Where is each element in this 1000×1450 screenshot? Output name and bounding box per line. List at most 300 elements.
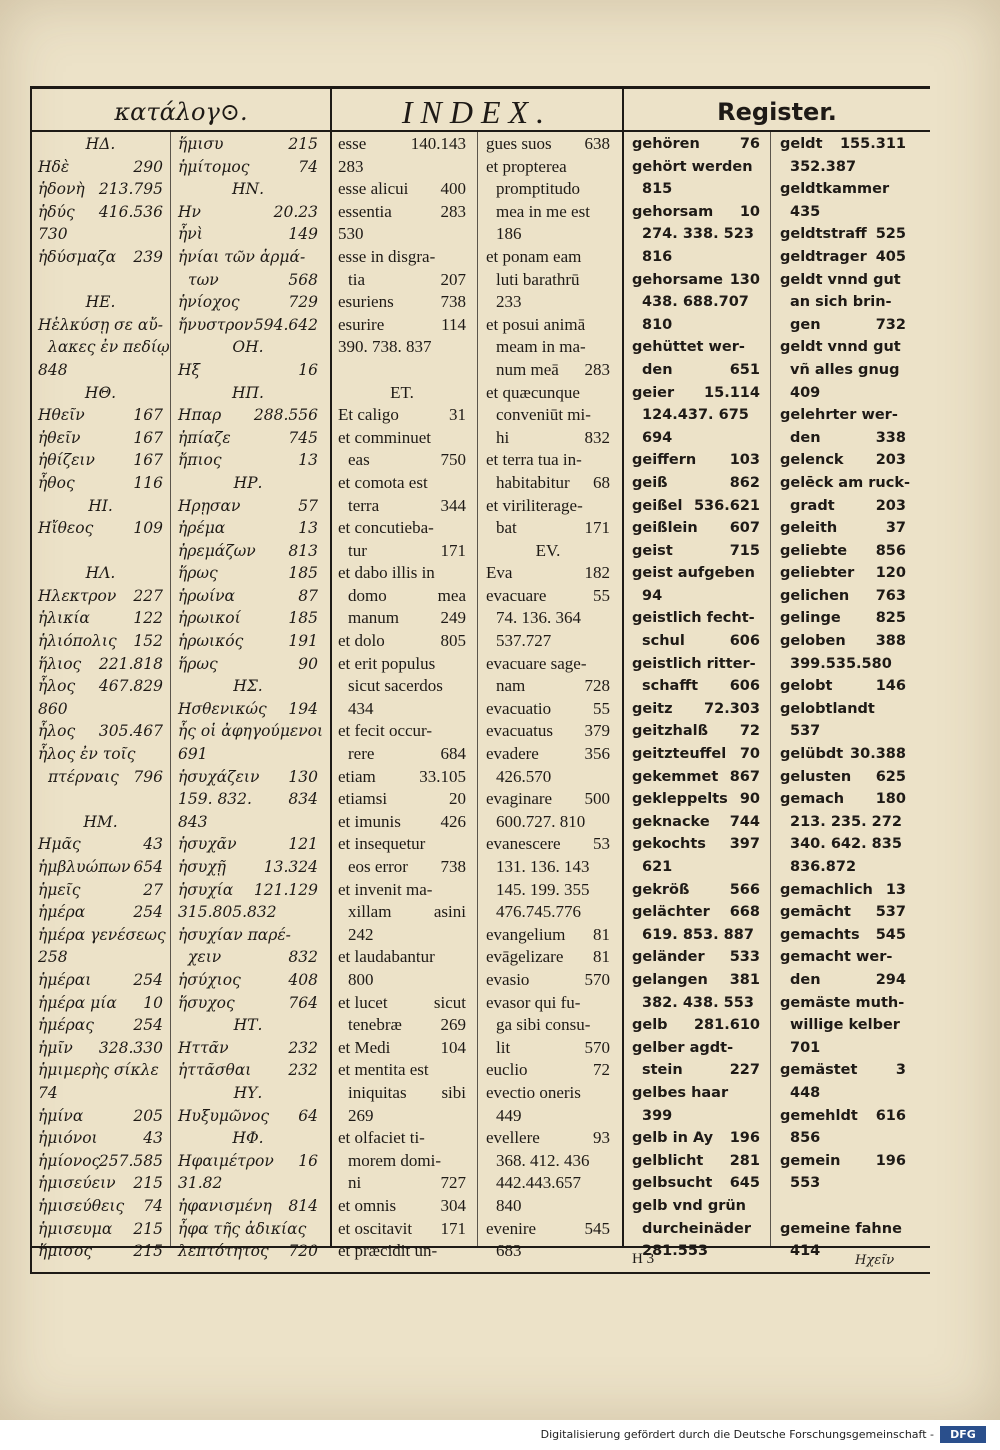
entry-page-ref: 90 [298, 654, 318, 673]
entry-page-ref: 570 [584, 1037, 610, 1057]
entry-term: ΗΦ. [232, 1129, 264, 1148]
entry-term: gekröß [632, 881, 690, 898]
entry-term: esse in disgra- [338, 246, 436, 266]
entry-term: rere [348, 744, 375, 764]
entry-page-ref: 109 [133, 519, 163, 538]
entry-term: evāgelizare [486, 947, 564, 967]
index-entry [338, 517, 466, 540]
entry-term: Ηξ [178, 360, 201, 379]
index-entry [338, 607, 466, 630]
index-entry [486, 1150, 610, 1173]
index-entry [632, 156, 760, 179]
entry-term: 691 [178, 745, 208, 764]
entry-term: 409 [790, 384, 821, 401]
index-entry [780, 404, 906, 427]
entry-term: 476.745.776 [496, 902, 581, 922]
entry-page-ref: 64 [298, 1106, 318, 1125]
entry-page-ref: 74 [143, 1196, 163, 1215]
entry-term: gemäste muth- [780, 994, 905, 1011]
index-entry [632, 1218, 760, 1241]
entry-term: gelübdt [780, 746, 844, 763]
entry-term: λεπτότητος [178, 1242, 269, 1261]
entry-page-ref: 269 [440, 1015, 466, 1035]
inner-divider-latin [477, 132, 478, 1246]
entry-page-ref: 232 [288, 1061, 318, 1080]
entry-page-ref: 281.610 [693, 1017, 760, 1034]
entry-term: λακες ἐν πεδίῳ [48, 338, 170, 357]
index-entry [780, 924, 906, 947]
entry-page-ref: 70 [739, 746, 760, 763]
entry-term: 816 [642, 248, 673, 265]
entry-term: etiam [338, 766, 376, 786]
entry-term: iniquitas [348, 1082, 407, 1102]
entry-term: gelenck [780, 452, 844, 469]
index-entry [178, 969, 318, 992]
entry-term: χειν [188, 948, 222, 967]
entry-page-ref: 120 [875, 565, 906, 582]
entry-term: et invenit ma- [338, 879, 433, 899]
index-entry [338, 472, 466, 495]
entry-page-ref: 728 [584, 676, 610, 696]
entry-term: ἡμίνα [38, 1106, 84, 1125]
entry-term: ἡλιόπολις [38, 632, 117, 651]
entry-page-ref: 566 [729, 881, 760, 898]
index-entry [486, 1059, 610, 1082]
entry-term: 145. 199. 355 [496, 879, 590, 899]
index-entry [780, 833, 906, 856]
index-entry [780, 133, 906, 156]
index-entry [178, 653, 318, 676]
entry-page-ref: 408 [288, 970, 318, 989]
index-entry [632, 1150, 760, 1173]
index-entry [38, 1127, 163, 1150]
entry-page-ref: 167 [133, 406, 163, 425]
index-entry [178, 946, 318, 969]
header-greek-catalog: κατάλογ⊙. [114, 98, 248, 126]
entry-term: ἡμέρα [38, 903, 86, 922]
index-entry [632, 404, 760, 427]
index-entry [38, 1059, 163, 1082]
entry-term: gehören [632, 136, 700, 152]
section-heading [486, 540, 610, 563]
index-entry [338, 449, 466, 472]
index-entry [338, 1150, 466, 1173]
entry-term: gelb vnd grün [632, 1197, 746, 1214]
entry-term: Ηἴθεος [38, 519, 94, 538]
entry-term: gemästet [780, 1062, 858, 1079]
entry-term: ἥσυχος [178, 993, 235, 1012]
entry-term: ἡττᾶσθαι [178, 1061, 252, 1080]
entry-term: ἡσύχιος [178, 970, 241, 989]
entry-page-ref: 832 [584, 427, 610, 447]
index-entry [632, 1082, 760, 1105]
entry-term: 448 [790, 1084, 821, 1101]
entry-term: ἠρέμα [178, 519, 226, 538]
entry-term: ἡσυχίαν παρέ- [178, 925, 291, 944]
entry-term: 426.570 [496, 766, 552, 786]
index-entry [486, 607, 610, 630]
entry-term: ΗΕ. [85, 293, 116, 312]
index-entry [632, 811, 760, 834]
index-entry [780, 336, 906, 359]
entry-term: gelber agdt- [632, 1039, 734, 1056]
index-entry [486, 246, 610, 269]
index-entry [338, 720, 466, 743]
index-entry [780, 201, 906, 224]
index-entry [38, 472, 163, 495]
entry-term: 399.535.580 [790, 655, 892, 672]
index-entry [780, 630, 906, 653]
index-entry [38, 223, 163, 246]
entry-page-ref: 171 [440, 540, 466, 560]
entry-term: geliebte [780, 542, 848, 559]
entry-term: 368. 412. 436 [496, 1150, 590, 1170]
index-entry [632, 246, 760, 269]
entry-term: geknacke [632, 813, 710, 830]
index-entry [178, 156, 318, 179]
index-entry [780, 653, 906, 676]
index-entry [338, 901, 466, 924]
entry-term: geiß [632, 474, 668, 491]
section-heading [178, 1014, 318, 1037]
entry-term: 836.872 [790, 859, 857, 875]
index-entry [486, 833, 610, 856]
index-entry [178, 359, 318, 382]
index-entry [486, 562, 610, 585]
entry-page-ref: 104 [440, 1037, 466, 1057]
index-entry [338, 833, 466, 856]
entry-term: stein [642, 1062, 683, 1079]
index-entry [632, 314, 760, 337]
index-entry [38, 585, 163, 608]
entry-page-ref: 405 [875, 248, 906, 265]
inner-divider-greek [170, 132, 171, 1246]
entry-term: et insequetur [338, 834, 426, 854]
index-entry [486, 811, 610, 834]
entry-term: ἡλικία [38, 609, 90, 628]
entry-term: 352.387 [790, 158, 857, 175]
left-frame-rule [30, 86, 32, 1274]
entry-term: ἡρωικοί [178, 609, 241, 628]
index-entry [178, 246, 318, 269]
entry-page-ref: 205 [133, 1106, 163, 1125]
entry-term: ἡδονὴ [38, 180, 85, 199]
index-entry [632, 901, 760, 924]
index-entry [178, 449, 318, 472]
entry-term: ἡμβλυώπων [38, 858, 131, 876]
index-entry [632, 607, 760, 630]
entry-term: esse [338, 134, 367, 153]
entry-term: essentia [338, 201, 392, 221]
entry-term: 94 [642, 587, 663, 604]
entry-term: gemachts [780, 926, 860, 943]
index-entry [338, 1037, 466, 1060]
entry-page-ref: 122 [133, 609, 163, 628]
index-entry [486, 133, 610, 156]
index-entry [338, 291, 466, 314]
index-entry [486, 924, 610, 947]
entry-page-ref: 215 [288, 135, 318, 153]
index-entry [178, 1218, 318, 1241]
entry-term: Et caligo [338, 405, 399, 425]
entry-term: ἥρως [178, 564, 218, 583]
index-entry [632, 924, 760, 947]
index-entry [38, 1172, 163, 1195]
index-entry [486, 1014, 610, 1037]
index-entry [178, 585, 318, 608]
entry-page-ref: 43 [143, 835, 163, 854]
entry-term: ἡμίτομος [178, 157, 250, 176]
index-entry [632, 946, 760, 969]
entry-page-ref: mea [437, 585, 466, 605]
index-entry [38, 946, 163, 969]
entry-page-ref: 196 [729, 1130, 760, 1147]
entry-page-ref: 72 [593, 1060, 610, 1080]
entry-term: ἡμέρας [38, 1016, 94, 1035]
entry-term: Ησθενικώς [178, 699, 267, 718]
entry-page-ref: 146 [875, 678, 906, 695]
entry-term: ἡμεῖς [38, 880, 81, 899]
entry-page-ref: 727 [440, 1173, 466, 1193]
section-heading [178, 336, 318, 359]
entry-term: ἥμισος [38, 1242, 93, 1261]
entry-page-ref: 74 [298, 157, 318, 176]
index-entry [780, 291, 906, 314]
entry-page-ref: 825 [875, 610, 906, 627]
entry-page-ref: 654 [133, 858, 163, 876]
digitization-note: Digitalisierung gefördert durch die Deutsche Forschungsgemeinschaft - [540, 1428, 934, 1441]
page-signature: H 3 [632, 1251, 655, 1267]
greek-column-1 [38, 133, 170, 1263]
index-entry [632, 201, 760, 224]
index-entry [38, 992, 163, 1015]
index-entry [338, 698, 466, 721]
entry-term: 74 [38, 1083, 58, 1102]
entry-page-ref: 813 [288, 541, 318, 560]
index-entry [780, 720, 906, 743]
entry-term: etiamsi [338, 789, 388, 809]
entry-term: evacuare [486, 585, 547, 605]
entry-term: ἡμισευμα [38, 1219, 113, 1238]
entry-term: gekleppelts [632, 791, 728, 808]
index-entry [780, 246, 906, 269]
entry-term: evasio [486, 969, 530, 989]
index-entry [38, 314, 163, 337]
entry-term: ἠπίαζε [178, 428, 231, 447]
entry-term: ga sibi consu- [496, 1015, 591, 1035]
entry-page-ref: 545 [875, 926, 906, 943]
entry-page-ref: 31 [449, 405, 466, 425]
entry-term: morem domi- [348, 1150, 442, 1170]
index-entry [632, 223, 760, 246]
index-entry [486, 1218, 610, 1241]
entry-term: et omnis [338, 1195, 397, 1215]
entry-term: sicut sacerdos [348, 676, 443, 696]
index-entry [178, 720, 324, 743]
entry-term: ἡμέρα γενέσεως [38, 925, 166, 944]
entry-page-ref: 55 [593, 585, 610, 605]
entry-term: evacuatus [486, 721, 554, 741]
index-entry [38, 359, 163, 382]
entry-term: gelächter [632, 904, 710, 921]
entry-term: gemein [780, 1152, 841, 1169]
index-entry [486, 585, 610, 608]
index-entry [38, 743, 163, 766]
index-entry [486, 291, 610, 314]
entry-term: gradt [790, 497, 835, 514]
entry-term: 124.437. 675 [642, 407, 749, 424]
index-entry [780, 946, 906, 969]
index-entry [178, 992, 318, 1015]
index-entry [338, 1105, 466, 1128]
index-entry [338, 562, 466, 585]
index-entry [38, 1218, 163, 1241]
entry-page-ref: 76 [739, 136, 760, 152]
index-entry [338, 1059, 466, 1082]
entry-page-ref: 744 [729, 813, 760, 830]
header-index: INDEX. [401, 94, 553, 130]
entry-page-ref: 13.324 [263, 858, 318, 876]
entry-term: 856 [790, 1130, 821, 1147]
entry-term: geitzhalß [632, 723, 709, 740]
inner-divider-german [770, 132, 771, 1246]
entry-term: ἡρωικός [178, 632, 244, 651]
entry-page-ref: 13 [298, 519, 318, 538]
entry-term: terra [348, 495, 380, 515]
entry-term: ἤπιος [178, 451, 222, 470]
index-entry [780, 156, 906, 179]
entry-page-ref: 356 [584, 744, 610, 764]
entry-page-ref: 856 [875, 542, 906, 559]
entry-term: ἡδύσμαζα [38, 247, 117, 266]
entry-term: ΗΠ. [232, 383, 264, 402]
entry-page-ref: 379 [584, 721, 610, 741]
entry-term: ἡσυχία [178, 880, 234, 899]
entry-term: gues suos [486, 134, 552, 153]
index-entry [486, 675, 610, 698]
entry-term: EV. [535, 540, 561, 560]
entry-term: gelblicht [632, 1152, 704, 1169]
entry-page-ref: 715 [729, 542, 760, 559]
entry-term: et dolo [338, 631, 385, 651]
index-entry [780, 562, 906, 585]
entry-term: gelb [632, 1017, 668, 1034]
entry-page-ref: 55 [593, 698, 610, 718]
index-entry [486, 382, 610, 405]
index-entry [38, 879, 163, 902]
index-entry [38, 630, 163, 653]
index-entry [178, 833, 318, 856]
index-entry [632, 743, 760, 766]
index-entry [486, 1172, 610, 1195]
entry-page-ref: 130 [729, 271, 760, 288]
entry-term: evacuatio [486, 698, 552, 718]
index-entry [780, 607, 906, 630]
index-entry [486, 269, 610, 292]
entry-term: et viriliterage- [486, 495, 583, 515]
index-entry [38, 766, 163, 789]
index-entry [38, 1240, 163, 1263]
index-entry [632, 856, 760, 879]
index-entry [632, 540, 760, 563]
entry-term: ΗΝ. [231, 180, 264, 199]
index-entry [38, 156, 163, 179]
index-entry [780, 495, 906, 518]
entry-term: geitz [632, 700, 673, 717]
entry-page-ref: 196 [875, 1152, 906, 1169]
entry-term: et Medi [338, 1037, 391, 1057]
entry-term: ni [348, 1173, 362, 1193]
entry-page-ref: 167 [133, 428, 163, 447]
index-entry [780, 1150, 906, 1173]
entry-term: 530 [338, 224, 364, 244]
index-entry [38, 607, 163, 630]
entry-term: ἡρωίνα [178, 586, 236, 605]
index-entry [178, 1059, 318, 1082]
entry-term: ΗΛ. [85, 564, 116, 583]
entry-term: evanescere [486, 834, 561, 854]
index-entry [38, 1014, 163, 1037]
entry-page-ref: 426 [440, 811, 466, 831]
entry-term: ΗΡ. [233, 473, 263, 492]
entry-page-ref: 638 [584, 134, 610, 153]
entry-page-ref: 215 [133, 1242, 163, 1261]
section-heading [338, 382, 466, 405]
entry-term: tenebræ [348, 1015, 402, 1035]
index-entry [178, 133, 318, 156]
index-entry [338, 585, 466, 608]
entry-term: 434 [348, 698, 374, 718]
entry-page-ref: 537 [875, 904, 906, 921]
index-entry [780, 788, 906, 811]
entry-term: geliebter [780, 565, 855, 582]
entry-term: ΗΜ. [83, 812, 118, 831]
entry-term: ΗΣ. [233, 677, 263, 696]
entry-term: evectio oneris [486, 1082, 581, 1102]
entry-page-ref: 203 [875, 452, 906, 469]
entry-term: ἡσυχῇ [178, 858, 226, 876]
entry-page-ref: 288.556 [253, 406, 318, 425]
entry-term: ἠρεμάζων [178, 541, 256, 560]
index-entry [178, 223, 318, 246]
entry-term: esuriens [338, 292, 394, 312]
entry-term: geist aufgeben [632, 565, 755, 582]
entry-term: gelehrter wer- [780, 407, 898, 424]
index-entry [178, 517, 318, 540]
index-entry [486, 404, 610, 427]
index-entry [178, 901, 318, 924]
entry-term: eos error [348, 857, 408, 876]
index-entry [632, 359, 760, 382]
index-entry [486, 630, 610, 653]
entry-term: evaginare [486, 789, 553, 809]
index-entry [632, 585, 760, 608]
entry-page-ref: 729 [288, 293, 318, 312]
index-entry [632, 427, 760, 450]
entry-term: ἦνὶ [178, 225, 203, 244]
entry-page-ref: 167 [133, 451, 163, 470]
entry-term: hi [496, 427, 510, 447]
entry-term: ἡσυχάζειν [178, 767, 260, 786]
index-entry [38, 1195, 163, 1218]
index-entry [38, 924, 166, 947]
entry-term: geldt [780, 136, 823, 152]
entry-term: ΗΤ. [233, 1016, 263, 1035]
index-entry [486, 992, 610, 1015]
entry-page-ref: 607 [729, 520, 760, 537]
entry-term: bat [496, 518, 517, 538]
entry-page-ref: 13 [885, 881, 906, 898]
